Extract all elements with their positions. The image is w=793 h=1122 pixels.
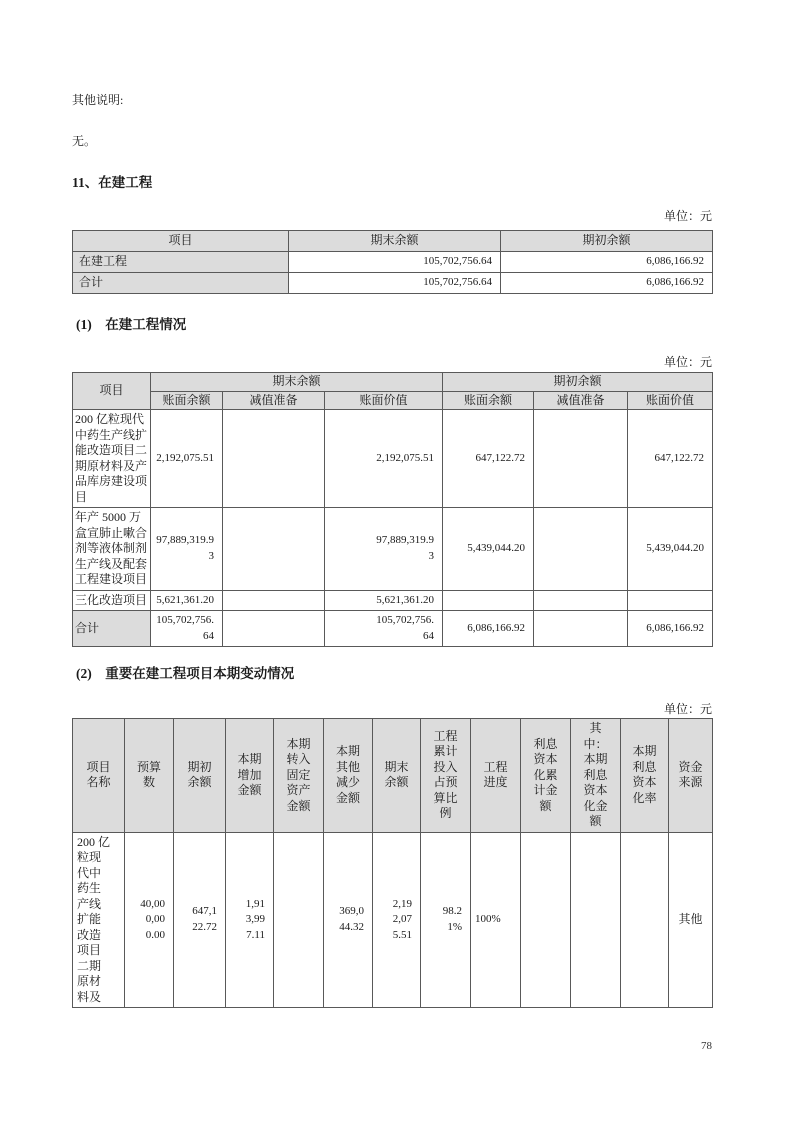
header-cell: 本期转入固定资产金额 bbox=[274, 719, 324, 833]
header-cell: 预算数 bbox=[125, 719, 174, 833]
other-notes-label: 其他说明: bbox=[72, 93, 124, 107]
table-row bbox=[73, 252, 713, 273]
value-cell bbox=[534, 611, 628, 647]
value-cell: 5,439,044.20 bbox=[443, 508, 534, 591]
sub-header-row bbox=[73, 391, 713, 410]
cip-summary-table bbox=[72, 230, 713, 294]
table-header-row bbox=[73, 719, 713, 833]
value-cell: 1,913,997.11 bbox=[226, 832, 274, 1008]
header-cell: 账面余额 bbox=[151, 391, 223, 410]
header-cell: 期初余额 bbox=[174, 719, 226, 833]
value-cell: 6,086,166.92 bbox=[501, 252, 713, 273]
table-row bbox=[73, 508, 713, 591]
value-cell: 105,702,756.64 bbox=[289, 252, 501, 273]
header-cell: 减值准备 bbox=[534, 391, 628, 410]
table-row bbox=[73, 590, 713, 611]
value-cell: 647,122.72 bbox=[174, 832, 226, 1008]
value-cell bbox=[521, 832, 571, 1008]
header-cell: 本期其他减少金额 bbox=[324, 719, 373, 833]
value-cell: 97,889,319.93 bbox=[325, 508, 443, 591]
row-label-cell: 合计 bbox=[73, 273, 289, 294]
page-number: 78 bbox=[701, 1040, 712, 1052]
row-label-cell: 合计 bbox=[73, 611, 151, 647]
header-cell: 期末余额 bbox=[289, 231, 501, 252]
value-cell bbox=[534, 410, 628, 508]
header-cell: 账面余额 bbox=[443, 391, 534, 410]
value-cell: 2,192,075.51 bbox=[325, 410, 443, 508]
value-cell: 2,192,075.51 bbox=[373, 832, 421, 1008]
value-cell: 2,192,075.51 bbox=[151, 410, 223, 508]
group-header-row bbox=[73, 373, 713, 392]
unit-label-3: 单位：元 bbox=[663, 702, 712, 716]
header-cell: 利息资本化累计金额 bbox=[521, 719, 571, 833]
value-cell: 105,702,756.64 bbox=[289, 273, 501, 294]
section-heading: 11、在建工程 bbox=[72, 175, 153, 190]
header-cell: 本期利息资本化率 bbox=[621, 719, 669, 833]
value-cell bbox=[534, 508, 628, 591]
header-cell: 账面价值 bbox=[325, 391, 443, 410]
header-cell: 期初余额 bbox=[501, 231, 713, 252]
table-row bbox=[73, 832, 713, 1008]
value-cell bbox=[223, 508, 325, 591]
unit-label-2: 单位：元 bbox=[663, 355, 712, 369]
value-cell: 40,000,000.00 bbox=[125, 832, 174, 1008]
value-cell: 5,621,361.20 bbox=[325, 590, 443, 611]
header-cell: 资金来源 bbox=[669, 719, 713, 833]
value-cell bbox=[274, 832, 324, 1008]
row-label-cell: 200 亿粒现代中药生产线扩能改造项目二期原材料及产品库房建设项目 bbox=[73, 410, 151, 508]
value-cell: 647,122.72 bbox=[443, 410, 534, 508]
row-label-cell: 在建工程 bbox=[73, 252, 289, 273]
header-cell: 本期增加金额 bbox=[226, 719, 274, 833]
other-notes-value: 无。 bbox=[72, 134, 97, 148]
value-cell bbox=[571, 832, 621, 1008]
value-cell: 105,702,756.64 bbox=[325, 611, 443, 647]
value-cell bbox=[223, 410, 325, 508]
value-cell bbox=[223, 611, 325, 647]
header-cell: 项目 bbox=[73, 231, 289, 252]
header-cell: 项目名称 bbox=[73, 719, 125, 833]
header-cell: 其中：本期利息资本化金额 bbox=[571, 719, 621, 833]
table-row bbox=[73, 410, 713, 508]
header-cell: 工程进度 bbox=[471, 719, 521, 833]
row-label-cell: 年产 5000 万盒宣肺止嗽合剂等液体制剂生产线及配套工程建设项目 bbox=[73, 508, 151, 591]
cip-detail-table bbox=[72, 372, 713, 647]
value-cell: 6,086,166.92 bbox=[501, 273, 713, 294]
value-cell: 98.21% bbox=[421, 832, 471, 1008]
header-cell: 账面价值 bbox=[628, 391, 713, 410]
row-label-cell: 200 亿粒现代中药生产线扩能改造项目二期原材料及 bbox=[73, 832, 125, 1008]
value-cell bbox=[223, 590, 325, 611]
value-cell: 647,122.72 bbox=[628, 410, 713, 508]
value-cell: 5,621,361.20 bbox=[151, 590, 223, 611]
group-header-cell: 期初余额 bbox=[443, 373, 713, 392]
value-cell bbox=[534, 590, 628, 611]
value-cell: 6,086,166.92 bbox=[628, 611, 713, 647]
value-cell bbox=[443, 590, 534, 611]
header-cell: 期末余额 bbox=[373, 719, 421, 833]
unit-label-1: 单位：元 bbox=[663, 209, 712, 223]
value-cell: 97,889,319.93 bbox=[151, 508, 223, 591]
sub1-heading: (1) 在建工程情况 bbox=[76, 317, 187, 332]
value-cell: 6,086,166.92 bbox=[443, 611, 534, 647]
value-cell bbox=[621, 832, 669, 1008]
table-total-row bbox=[73, 273, 713, 294]
value-cell: 105,702,756.64 bbox=[151, 611, 223, 647]
table-total-row bbox=[73, 611, 713, 647]
group-header-cell: 期末余额 bbox=[151, 373, 443, 392]
table-header-row bbox=[73, 231, 713, 252]
header-cell: 项目 bbox=[73, 373, 151, 410]
value-cell: 5,439,044.20 bbox=[628, 508, 713, 591]
sub2-heading: (2) 重要在建工程项目本期变动情况 bbox=[76, 666, 295, 681]
header-cell: 工程累计投入占预算比例 bbox=[421, 719, 471, 833]
progress-cell: 100% bbox=[471, 832, 521, 1008]
value-cell bbox=[628, 590, 713, 611]
header-cell: 减值准备 bbox=[223, 391, 325, 410]
cip-changes-table bbox=[72, 718, 713, 1008]
value-cell: 369,044.32 bbox=[324, 832, 373, 1008]
fund-source-cell: 其他 bbox=[669, 832, 713, 1008]
row-label-cell: 三化改造项目 bbox=[73, 590, 151, 611]
